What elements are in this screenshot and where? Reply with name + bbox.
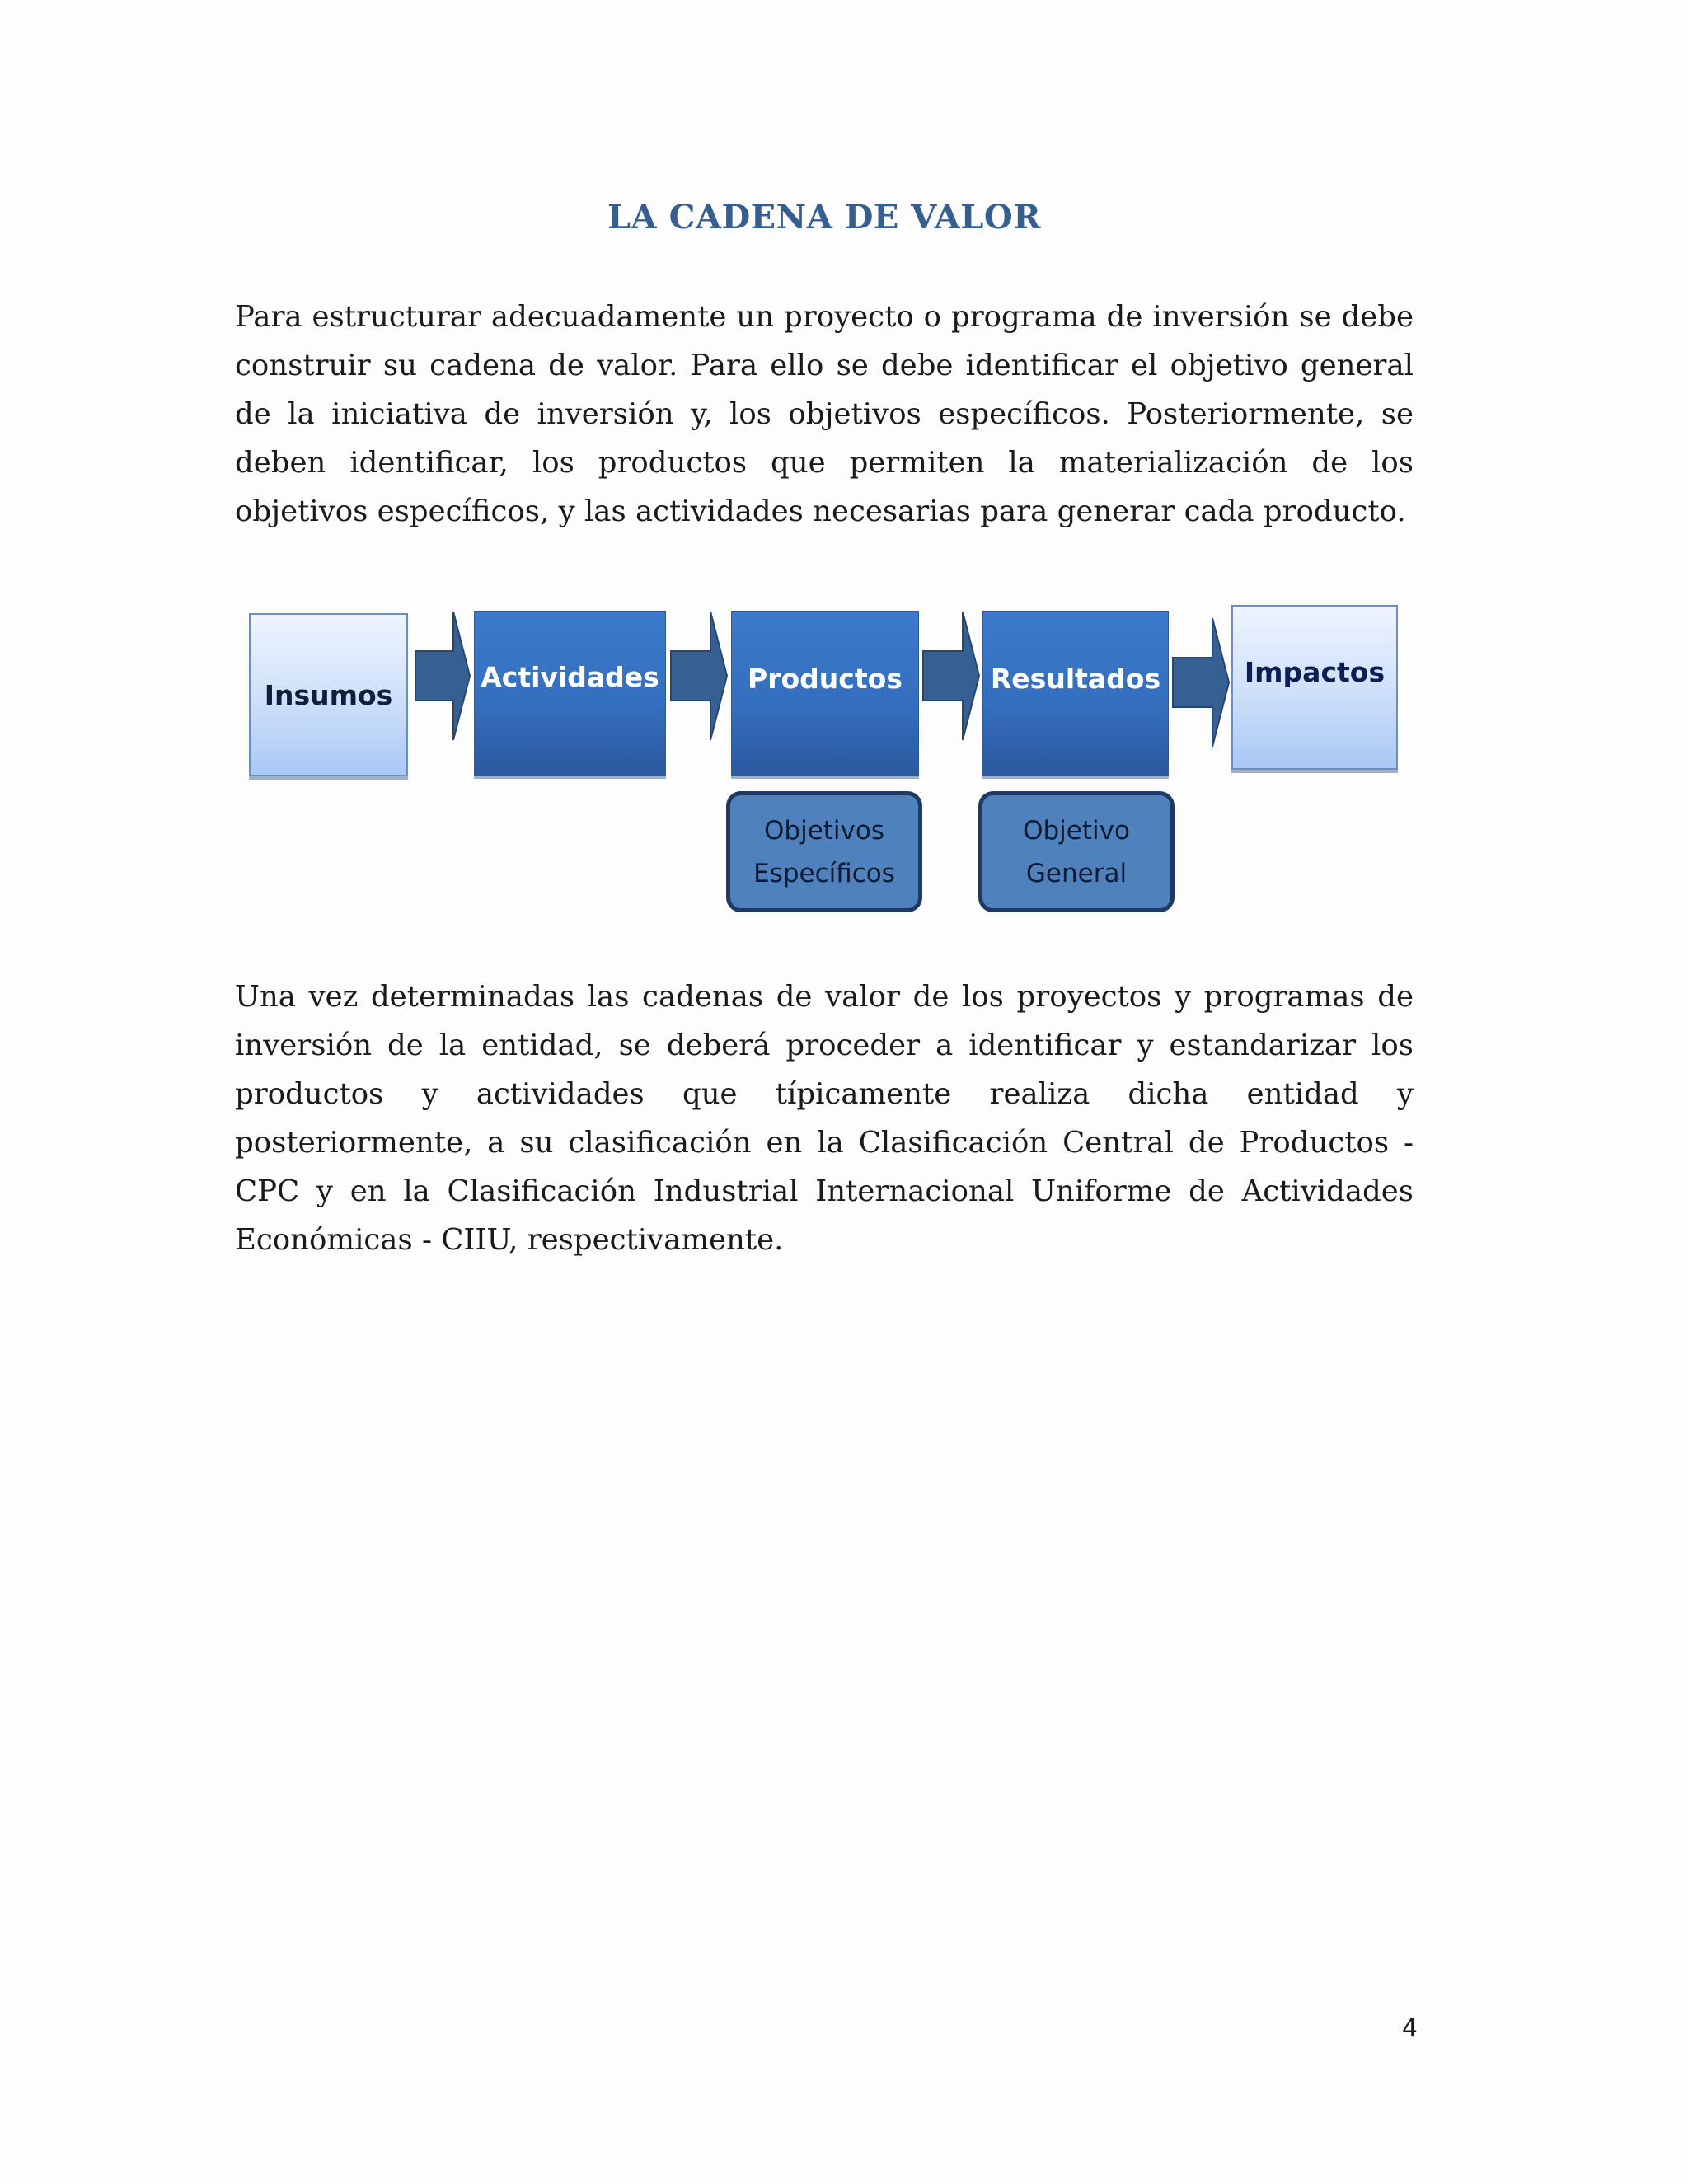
chain-box-impactos <box>1231 605 1398 770</box>
chain-box-resultados <box>982 611 1169 776</box>
chain-box-productos <box>731 611 919 776</box>
specific-objectives-line2: Específicos <box>753 858 895 888</box>
chain-label-resultados: Resultados <box>990 663 1161 695</box>
arrow-icon <box>669 610 729 742</box>
arrow-icon <box>1171 616 1231 748</box>
chain-label-insumos: Insumos <box>264 678 393 711</box>
intro-paragraph: Para estructurar adecuadamente un proyecto o programa de inversión se debe construir su cadena de valor. Para ello se debe identificar el objetivo general de la iniciativa de inversión y, los objetivos específicos. Posteriormente, se deben identificar, los productos que permiten la materialización de los objetivos específicos, y las actividades necesarias para generar cada producto. <box>235 300 1414 528</box>
general-objective-line2: General <box>1025 858 1128 888</box>
chain-label-productos: Productos <box>748 663 903 695</box>
arrow-icon <box>921 610 981 742</box>
arrow-icon <box>414 610 471 742</box>
chain-label-actividades: Actividades <box>481 661 659 693</box>
page-number: 4 <box>1401 2014 1418 2043</box>
general-objective-line1: Objetivo <box>1023 815 1130 846</box>
page-title: LA CADENA DE VALOR <box>607 198 1041 237</box>
general-objective-box <box>978 791 1175 912</box>
chain-box-insumos <box>249 613 408 776</box>
closing-paragraph: Una vez determinadas las cadenas de valor de los proyectos y programas de inversión de la entidad, se deberá proceder a identificar y estandarizar los productos y actividades que típicamente realiza dicha entidad y posteriormente, a su clasificación en la Clasificación Central de Productos - CPC y en la Clasificación Industrial Internacional Uniforme de Actividades Económicas - CIIU, respectivamente. <box>235 980 1414 1257</box>
specific-objectives-box <box>726 791 922 912</box>
chain-label-impactos: Impactos <box>1244 656 1386 688</box>
specific-objectives-line1: Objetivos <box>764 815 884 846</box>
chain-box-actividades <box>474 611 666 776</box>
